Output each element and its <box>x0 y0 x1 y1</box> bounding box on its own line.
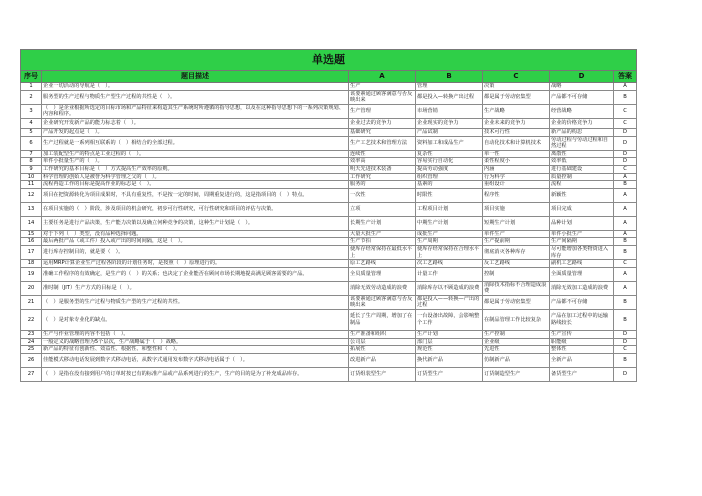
option-b-cell[interactable]: 次工艺路线 <box>416 260 483 268</box>
row-number[interactable]: 3 <box>21 104 42 118</box>
question-cell[interactable]: 运用MRP计算企业生产过程各阶段的计划任务时，是按照（ ）原理进行的。 <box>42 260 349 268</box>
row-number[interactable]: 17 <box>21 245 42 259</box>
option-b-cell[interactable]: 生产周期 <box>416 238 483 246</box>
answer-cell[interactable]: A <box>614 267 637 281</box>
option-d-cell[interactable]: 流程 <box>550 181 614 189</box>
row-number[interactable]: 23 <box>21 331 42 339</box>
option-d-cell[interactable]: 进行基础建设 <box>550 165 614 173</box>
option-d-cell[interactable]: 全新产品 <box>550 353 614 367</box>
option-c-cell[interactable]: 生产控制 <box>483 331 550 339</box>
header-d[interactable]: D <box>550 71 614 83</box>
row-number[interactable]: 10 <box>21 173 42 181</box>
option-a-cell[interactable]: 使库存经常保持在最低水平上 <box>349 245 416 259</box>
sheet-title[interactable]: 单选题 <box>21 50 637 71</box>
option-d-cell[interactable]: 企业的价格竞争力 <box>550 118 614 128</box>
question-cell[interactable]: 科学管理的创始人是被誉为科学管理之父的（ ）。 <box>42 173 349 181</box>
table-row <box>21 346 637 354</box>
table-row <box>21 104 637 118</box>
answer-cell[interactable]: B <box>614 245 637 259</box>
option-a-cell[interactable]: 工作研究 <box>349 173 416 181</box>
answer-cell[interactable]: C <box>614 118 637 128</box>
option-c-cell[interactable]: 都是属于劳动密集型 <box>483 90 550 104</box>
question-cell[interactable]: （ ）是企业根据所选定的目标市场和产品特征来构造其生产系统时所遵循的指导思想，以及在这种指导思想下的一系列决策规划、内容和程序。 <box>42 104 349 118</box>
option-b-cell[interactable]: 使库存经常保持在合理水平上 <box>416 245 483 259</box>
table-row <box>21 260 637 268</box>
row-number[interactable]: 22 <box>21 310 42 331</box>
row-number[interactable]: 16 <box>21 238 42 246</box>
option-d-cell[interactable]: 品种计划 <box>550 216 614 230</box>
question-cell[interactable]: 流程再造工作的目标是提高作业的标志是（ ）。 <box>42 181 349 189</box>
option-a-cell[interactable]: 订货组装型生产 <box>349 367 416 381</box>
option-c-cell[interactable]: 项目实施 <box>483 202 550 216</box>
answer-cell[interactable]: D <box>614 331 637 339</box>
option-d-cell[interactable]: 单件小批生产 <box>550 230 614 238</box>
option-b-cell[interactable]: 部门层 <box>416 338 483 346</box>
table-row <box>21 136 637 150</box>
option-a-cell[interactable]: 生产准备和组织 <box>349 331 416 339</box>
option-b-cell[interactable]: 成批生产 <box>416 230 483 238</box>
answer-cell[interactable]: C <box>614 346 637 354</box>
table-row <box>21 90 637 104</box>
option-a-cell[interactable]: 生产节拍 <box>349 238 416 246</box>
option-b-cell[interactable]: 提高劳动强度 <box>416 165 483 173</box>
answer-cell[interactable]: D <box>614 128 637 136</box>
row-number[interactable]: 8 <box>21 158 42 166</box>
option-a-cell[interactable]: 改进新产品 <box>349 353 416 367</box>
option-c-cell[interactable]: 控制 <box>483 267 550 281</box>
row-number[interactable]: 27 <box>21 367 42 381</box>
option-d-cell[interactable]: 离散性 <box>550 150 614 158</box>
answer-cell[interactable]: C <box>614 165 637 173</box>
option-b-cell[interactable]: 换代新产品 <box>416 353 483 367</box>
spreadsheet <box>20 49 636 382</box>
row-number[interactable]: 4 <box>21 118 42 128</box>
header-a[interactable]: A <box>349 71 416 83</box>
header-answer[interactable]: 答案 <box>614 71 637 83</box>
question-cell[interactable]: 进行库存控制目的，就是要（ ）。 <box>42 245 349 259</box>
option-c-cell[interactable]: 技术可行性 <box>483 128 550 136</box>
option-d-cell[interactable]: 质量控制 <box>550 173 614 181</box>
table-row <box>21 158 637 166</box>
table-row <box>21 216 637 230</box>
option-a-cell[interactable]: 一次性 <box>349 188 416 202</box>
question-cell[interactable]: 工作研究的基本目标是（ ）方式提高生产效率的原则。 <box>42 165 349 173</box>
table-row <box>21 338 637 346</box>
option-c-cell[interactable]: 短期生产计划 <box>483 216 550 230</box>
row-number[interactable]: 12 <box>21 188 42 202</box>
option-d-cell[interactable]: 新产品的构思 <box>550 128 614 136</box>
option-b-cell[interactable]: 都是投入——转换—产出的过程 <box>416 295 483 309</box>
row-number[interactable]: 26 <box>21 353 42 367</box>
table-row <box>21 128 637 136</box>
option-c-cell[interactable]: 重组设计 <box>483 181 550 189</box>
option-c-cell[interactable]: 生产提前期 <box>483 238 550 246</box>
option-d-cell[interactable]: 消除无效加工造成的浪费 <box>550 281 614 295</box>
question-cell[interactable]: 准时制（JIT）生产方式的目标是（ ）。 <box>42 281 349 295</box>
option-d-cell[interactable]: 副机工艺路线 <box>550 260 614 268</box>
option-b-cell[interactable]: 一台设备出故障，会影响整个工作 <box>416 310 483 331</box>
option-c-cell[interactable]: 都是属于劳动密集型 <box>483 295 550 309</box>
option-a-cell[interactable]: 生产管理 <box>349 104 416 118</box>
option-d-cell[interactable]: 职能级 <box>550 338 614 346</box>
answer-cell[interactable]: A <box>614 281 637 295</box>
row-number[interactable]: 25 <box>21 346 42 354</box>
option-d-cell[interactable]: 备货型生产 <box>550 367 614 381</box>
option-d-cell[interactable]: 全面质量管理 <box>550 267 614 281</box>
option-b-cell[interactable]: 产品试制 <box>416 128 483 136</box>
option-a-cell[interactable]: 明天先进技术装备 <box>349 165 416 173</box>
table-row <box>21 181 637 189</box>
question-cell[interactable]: 佳能模式移动电话发展到数字式移动电话，从数字式通用发布数字式移动电话属于（ ）。 <box>42 353 349 367</box>
option-c-cell[interactable]: 决策 <box>483 83 550 91</box>
row-number[interactable]: 19 <box>21 267 42 281</box>
option-b-cell[interactable]: 资料加工和成品生产 <box>416 136 483 150</box>
option-a-cell[interactable]: 该要素通过顾客满意与否反映出来 <box>349 295 416 309</box>
option-b-cell[interactable]: 规范性 <box>416 346 483 354</box>
row-number[interactable]: 1 <box>21 83 42 91</box>
table-row <box>21 150 637 158</box>
row-number[interactable]: 5 <box>21 128 42 136</box>
option-b-cell[interactable]: 组织管理 <box>416 173 483 181</box>
option-c-cell[interactable]: 订货制造型生产 <box>483 367 550 381</box>
table-row <box>21 83 637 91</box>
option-b-cell[interactable]: 企业现实的竞争力 <box>416 118 483 128</box>
table-row <box>21 173 637 181</box>
option-c-cell[interactable]: 单一性 <box>483 150 550 158</box>
option-a-cell[interactable]: 连续性 <box>349 150 416 158</box>
question-cell[interactable]: 最后两批产品（或工件）投入或产出的时间间隔，这是（ ）。 <box>42 238 349 246</box>
question-cell[interactable]: 企业研究开发新产品的能力标志着（ ）。 <box>42 118 349 128</box>
answer-cell[interactable]: A <box>614 202 637 216</box>
option-b-cell[interactable]: 管理 <box>416 83 483 91</box>
table-row <box>21 281 637 295</box>
answer-cell[interactable]: C <box>614 104 637 118</box>
answer-cell[interactable]: A <box>614 230 637 238</box>
row-number[interactable]: 14 <box>21 216 42 230</box>
table-row <box>21 188 637 202</box>
table-row <box>21 353 637 367</box>
header-c[interactable]: C <box>483 71 550 83</box>
answer-cell[interactable]: B <box>614 238 637 246</box>
option-c-cell[interactable]: 自动化技术和计算机技术 <box>483 136 550 150</box>
answer-cell[interactable]: A <box>614 188 637 202</box>
option-d-cell[interactable]: 项目完成 <box>550 202 614 216</box>
option-c-cell[interactable]: 内涵 <box>483 165 550 173</box>
option-b-cell[interactable]: 消除库存以不顾造成的浪费 <box>416 281 483 295</box>
option-a-cell[interactable]: 长期生产计划 <box>349 216 416 230</box>
option-a-cell[interactable]: 生产工艺技术和管理方法 <box>349 136 416 150</box>
header-no[interactable]: 序号 <box>21 71 42 83</box>
option-d-cell[interactable]: 产品在加工过程中的运输路线较长 <box>550 310 614 331</box>
row-number[interactable]: 13 <box>21 202 42 216</box>
question-cell[interactable]: 一般定义的战略管理为5个层次，生产战略属于（ ）战略。 <box>42 338 349 346</box>
option-c-cell[interactable]: 行为科学 <box>483 173 550 181</box>
row-number[interactable]: 24 <box>21 338 42 346</box>
question-cell[interactable]: （ ）是指在没有接到用户的订单时按已有的标准产品或产品系列进行的生产，生产的目的是为了补充成品库存。 <box>42 367 349 381</box>
answer-cell[interactable]: C <box>614 260 637 268</box>
option-b-cell[interactable]: 计量工作 <box>416 267 483 281</box>
option-b-cell[interactable]: 时限性 <box>416 188 483 202</box>
answer-cell[interactable]: B <box>614 295 637 309</box>
table-row <box>21 267 637 281</box>
option-a-cell[interactable]: 全员质量管理 <box>349 267 416 281</box>
option-d-cell[interactable]: 尽可能增加各类物资进入库存 <box>550 245 614 259</box>
option-c-cell[interactable]: 企业未来的竞争力 <box>483 118 550 128</box>
option-c-cell[interactable]: 柔性程度小 <box>483 158 550 166</box>
answer-cell[interactable]: D <box>614 150 637 158</box>
question-cell[interactable]: 加工装配型生产的特点是工业过程的（ ）。 <box>42 150 349 158</box>
option-a-cell[interactable]: 立项 <box>349 202 416 216</box>
answer-cell[interactable]: D <box>614 367 637 381</box>
option-d-cell[interactable]: 产品都不可存储 <box>550 90 614 104</box>
header-question[interactable]: 题目描述 <box>42 71 349 83</box>
table-row <box>21 238 637 246</box>
table-row <box>21 230 637 238</box>
option-a-cell[interactable]: 延长了生产周期，增加了在制品 <box>349 310 416 331</box>
question-cell[interactable]: 生产与作业管理的内容不包括（ ）。 <box>42 331 349 339</box>
option-a-cell[interactable]: 公司层 <box>349 338 416 346</box>
option-c-cell[interactable]: 先进性 <box>483 346 550 354</box>
question-cell[interactable]: 产品开发的起点是（ ）。 <box>42 128 349 136</box>
row-number[interactable]: 2 <box>21 90 42 104</box>
question-table <box>20 49 637 382</box>
option-b-cell[interactable]: 中期生产计划 <box>416 216 483 230</box>
question-cell[interactable]: 单件小批量生产的（ ）。 <box>42 158 349 166</box>
row-number[interactable]: 18 <box>21 260 42 268</box>
question-cell[interactable]: 在项目实施的（ ）阶段，涉及项目的机会研究，初步可行性研究，可行性研究和项目的评估与决策。 <box>42 202 349 216</box>
option-d-cell[interactable]: 产品都不可存储 <box>550 295 614 309</box>
question-cell[interactable]: 企业一切活动的导航是（ ）。 <box>42 83 349 91</box>
title-row <box>21 50 637 71</box>
answer-cell[interactable]: A <box>614 173 637 181</box>
table-row <box>21 331 637 339</box>
option-b-cell[interactable]: 容易实行自动化 <box>416 158 483 166</box>
question-cell[interactable]: 项目在把资源转化为项目成果时，不具有重复性，不是按一定的时间，周期重复进行的，这是指项目的（ ）特点。 <box>42 188 349 202</box>
option-a-cell[interactable]: 企业过去的竞争力 <box>349 118 416 128</box>
answer-cell[interactable]: D <box>614 338 637 346</box>
option-a-cell[interactable]: 消除无效劳动造成的浪费 <box>349 281 416 295</box>
option-d-cell[interactable]: 新颖性 <box>550 188 614 202</box>
question-cell[interactable]: 主要任务是进行产品决策，生产能力决策以及确立何种竞争的决策，这种生产计划是（ ）。 <box>42 216 349 230</box>
option-a-cell[interactable]: 效率高 <box>349 158 416 166</box>
answer-cell[interactable]: D <box>614 158 637 166</box>
row-number[interactable]: 15 <box>21 230 42 238</box>
option-b-cell[interactable]: 订货型生产 <box>416 367 483 381</box>
question-cell[interactable]: （ ）是对象专业化的缺点。 <box>42 310 349 331</box>
table-row <box>21 245 637 259</box>
option-b-cell[interactable]: 都是投入—转换产出过程 <box>416 90 483 104</box>
option-a-cell[interactable]: 该要素通过顾客满意与否反映出来 <box>349 90 416 104</box>
option-a-cell[interactable]: 大量大批生产 <box>349 230 416 238</box>
answer-cell[interactable]: D <box>614 136 637 150</box>
question-cell[interactable]: 新产品的特征有创新性、效益性、根据性、和整性和（ ）。 <box>42 346 349 354</box>
option-c-cell[interactable]: 仿制新产品 <box>483 353 550 367</box>
option-c-cell[interactable]: 反工艺路线 <box>483 260 550 268</box>
table-row <box>21 202 637 216</box>
option-a-cell[interactable]: 原工艺路线 <box>349 260 416 268</box>
option-d-cell[interactable]: 生产间隔期 <box>550 238 614 246</box>
option-c-cell[interactable]: 程序性 <box>483 188 550 202</box>
table-row <box>21 310 637 331</box>
option-d-cell[interactable]: 生产宣传 <box>550 331 614 339</box>
question-cell[interactable]: （ ）是服务型的生产过程与物质生产型的生产过程的共性。 <box>42 295 349 309</box>
table-row <box>21 295 637 309</box>
answer-cell[interactable]: B <box>614 310 637 331</box>
row-number[interactable]: 11 <box>21 181 42 189</box>
option-b-cell[interactable]: 复杂性 <box>416 150 483 158</box>
option-d-cell[interactable]: 劳动过程与劳动过程和自然过程 <box>550 136 614 150</box>
option-a-cell[interactable]: 拓展性 <box>349 346 416 354</box>
option-b-cell[interactable]: 市场营销 <box>416 104 483 118</box>
question-cell[interactable]: 对于下列（ ）类型，没有品种选择问题。 <box>42 230 349 238</box>
question-cell[interactable]: 生产过程就是一系列相互联系的（ ）相结合的全部过程。 <box>42 136 349 150</box>
option-c-cell[interactable]: 消除技术指标不合理造成浪费 <box>483 281 550 295</box>
option-d-cell[interactable]: 整体性 <box>550 346 614 354</box>
option-c-cell[interactable]: 单件生产 <box>483 230 550 238</box>
option-c-cell[interactable]: 生产战略 <box>483 104 550 118</box>
answer-cell[interactable]: A <box>614 216 637 230</box>
option-c-cell[interactable]: 在制品管理工作比较复杂 <box>483 310 550 331</box>
table-row <box>21 165 637 173</box>
answer-cell[interactable]: B <box>614 353 637 367</box>
option-d-cell[interactable]: 经营战略 <box>550 104 614 118</box>
row-number[interactable]: 7 <box>21 150 42 158</box>
row-number[interactable]: 9 <box>21 165 42 173</box>
header-b[interactable]: B <box>416 71 483 83</box>
answer-cell[interactable]: A <box>614 83 637 91</box>
option-a-cell[interactable]: 服务的 <box>349 181 416 189</box>
question-cell[interactable]: 服务型的生产过程与物质生产型生产过程的共性是（ ）。 <box>42 90 349 104</box>
question-cell[interactable]: 准确工作程序的有效确定，是生产的（ ）的关系；也决定了企业能否在顾问市场长期地提高满足顾客需要的产品。 <box>42 267 349 281</box>
table-row <box>21 367 637 381</box>
row-number[interactable]: 21 <box>21 295 42 309</box>
row-number[interactable]: 6 <box>21 136 42 150</box>
answer-cell[interactable]: B <box>614 90 637 104</box>
option-a-cell[interactable]: 生产 <box>349 83 416 91</box>
option-d-cell[interactable]: 效率低 <box>550 158 614 166</box>
header-row <box>21 71 637 83</box>
option-b-cell[interactable]: 基素的 <box>416 181 483 189</box>
row-number[interactable]: 20 <box>21 281 42 295</box>
option-a-cell[interactable]: 基础研究 <box>349 128 416 136</box>
table-row <box>21 118 637 128</box>
option-c-cell[interactable]: 彻底消灭各种库存 <box>483 245 550 259</box>
answer-cell[interactable]: B <box>614 181 637 189</box>
option-b-cell[interactable]: 生产计划 <box>416 331 483 339</box>
option-b-cell[interactable]: 工程项目计划 <box>416 202 483 216</box>
option-c-cell[interactable]: 企业级 <box>483 338 550 346</box>
option-d-cell[interactable]: 战略 <box>550 83 614 91</box>
